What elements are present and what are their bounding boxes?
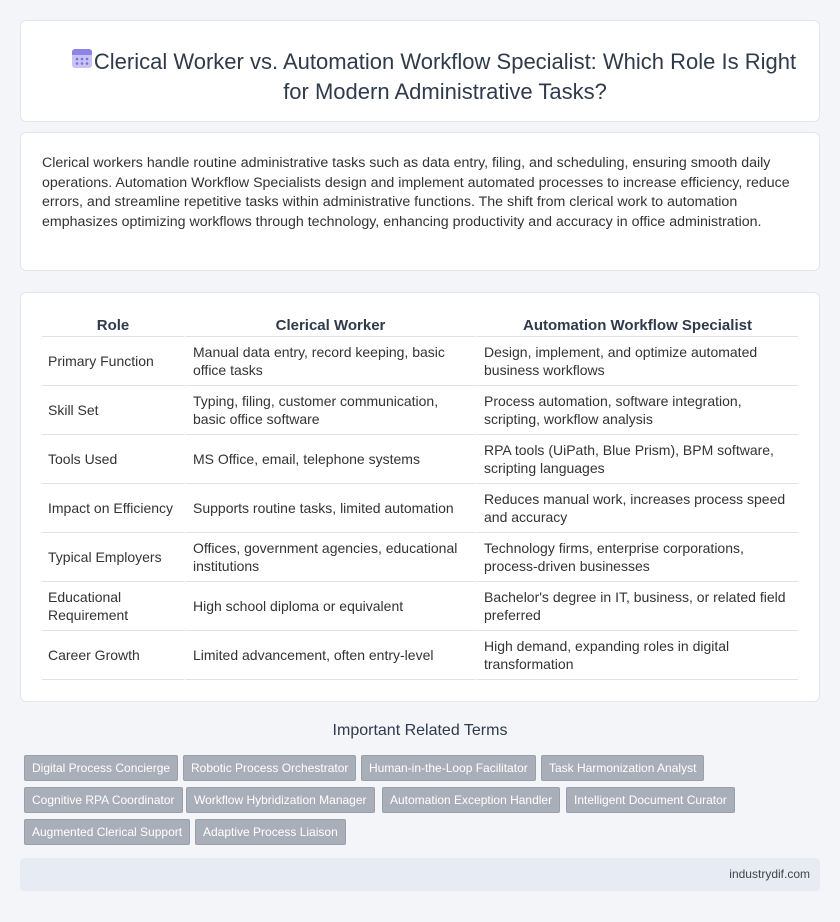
clerical-cell: Manual data entry, record keeping, basic office tasks xyxy=(184,337,475,386)
table-row xyxy=(42,484,798,533)
table-row xyxy=(42,631,798,680)
clerical-cell: Offices, government agencies, educational institutions xyxy=(184,533,475,582)
clerical-cell: High school diploma or equivalent xyxy=(184,582,475,631)
row-label: Career Growth xyxy=(42,631,184,680)
column-header-clerical-worker: Clerical Worker xyxy=(184,313,475,337)
specialist-cell: RPA tools (UiPath, Blue Prism), BPM software, scripting languages xyxy=(475,435,798,484)
row-label: Tools Used xyxy=(42,435,184,484)
comparison-table xyxy=(42,313,798,680)
column-header-role: Role xyxy=(42,313,184,337)
table-row xyxy=(42,386,798,435)
footer-site-name: industrydif.com xyxy=(729,867,810,881)
related-term-tag[interactable]: Task Harmonization Analyst xyxy=(541,755,704,781)
table-row xyxy=(42,435,798,484)
row-label: Educational Requirement xyxy=(42,582,184,631)
table-row xyxy=(42,337,798,386)
row-label: Impact on Efficiency xyxy=(42,484,184,533)
related-term-tag[interactable]: Intelligent Document Curator xyxy=(566,787,735,813)
calendar-icon xyxy=(71,47,93,69)
table-row xyxy=(42,533,798,582)
clerical-cell: Typing, filing, customer communication, basic office software xyxy=(184,386,475,435)
related-term-tag[interactable]: Workflow Hybridization Manager xyxy=(186,787,375,813)
specialist-cell: Reduces manual work, increases process speed and accuracy xyxy=(475,484,798,533)
related-term-tag[interactable]: Automation Exception Handler xyxy=(382,787,560,813)
related-term-tag[interactable]: Human-in-the-Loop Facilitator xyxy=(361,755,536,781)
comparison-table-card xyxy=(20,292,820,702)
row-label: Skill Set xyxy=(42,386,184,435)
intro-paragraph: Clerical workers handle routine administrative tasks such as data entry, filing, and scheduling, ensuring smooth daily operations. Automation Workflow Specialists design and implement automated processes to increase efficiency, reduce errors, and streamline repetitive tasks within administrative functions. The shift from clerical work to automation emphasizes optimizing workflows through technology, enhancing productivity and accuracy in office administration. xyxy=(42,155,790,230)
header-card xyxy=(20,20,820,122)
related-term-tag[interactable]: Augmented Clerical Support xyxy=(24,819,190,845)
related-term-tag[interactable]: Adaptive Process Liaison xyxy=(195,819,346,845)
clerical-cell: Limited advancement, often entry-level xyxy=(184,631,475,680)
page-title: Clerical Worker vs. Automation Workflow Specialist: Which Role Is Right for Modern Administrative Tasks? xyxy=(93,49,797,104)
footer xyxy=(20,858,820,891)
row-label: Typical Employers xyxy=(42,533,184,582)
specialist-cell: Process automation, software integration, scripting, workflow analysis xyxy=(475,386,798,435)
specialist-cell: Bachelor's degree in IT, business, or related field preferred xyxy=(475,582,798,631)
clerical-cell: MS Office, email, telephone systems xyxy=(184,435,475,484)
intro-card xyxy=(20,132,820,271)
table-row xyxy=(42,582,798,631)
specialist-cell: High demand, expanding roles in digital transformation xyxy=(475,631,798,680)
related-term-tag[interactable]: Cognitive RPA Coordinator xyxy=(24,787,183,813)
specialist-cell: Design, implement, and optimize automated business workflows xyxy=(475,337,798,386)
related-term-tag[interactable]: Digital Process Concierge xyxy=(24,755,178,781)
related-terms-title: Important Related Terms xyxy=(332,722,508,739)
row-label: Primary Function xyxy=(42,337,184,386)
table-header-row xyxy=(42,313,798,337)
clerical-cell: Supports routine tasks, limited automation xyxy=(184,484,475,533)
related-term-tag[interactable]: Robotic Process Orchestrator xyxy=(183,755,356,781)
column-header-automation-specialist: Automation Workflow Specialist xyxy=(475,313,798,337)
specialist-cell: Technology firms, enterprise corporations, process-driven businesses xyxy=(475,533,798,582)
